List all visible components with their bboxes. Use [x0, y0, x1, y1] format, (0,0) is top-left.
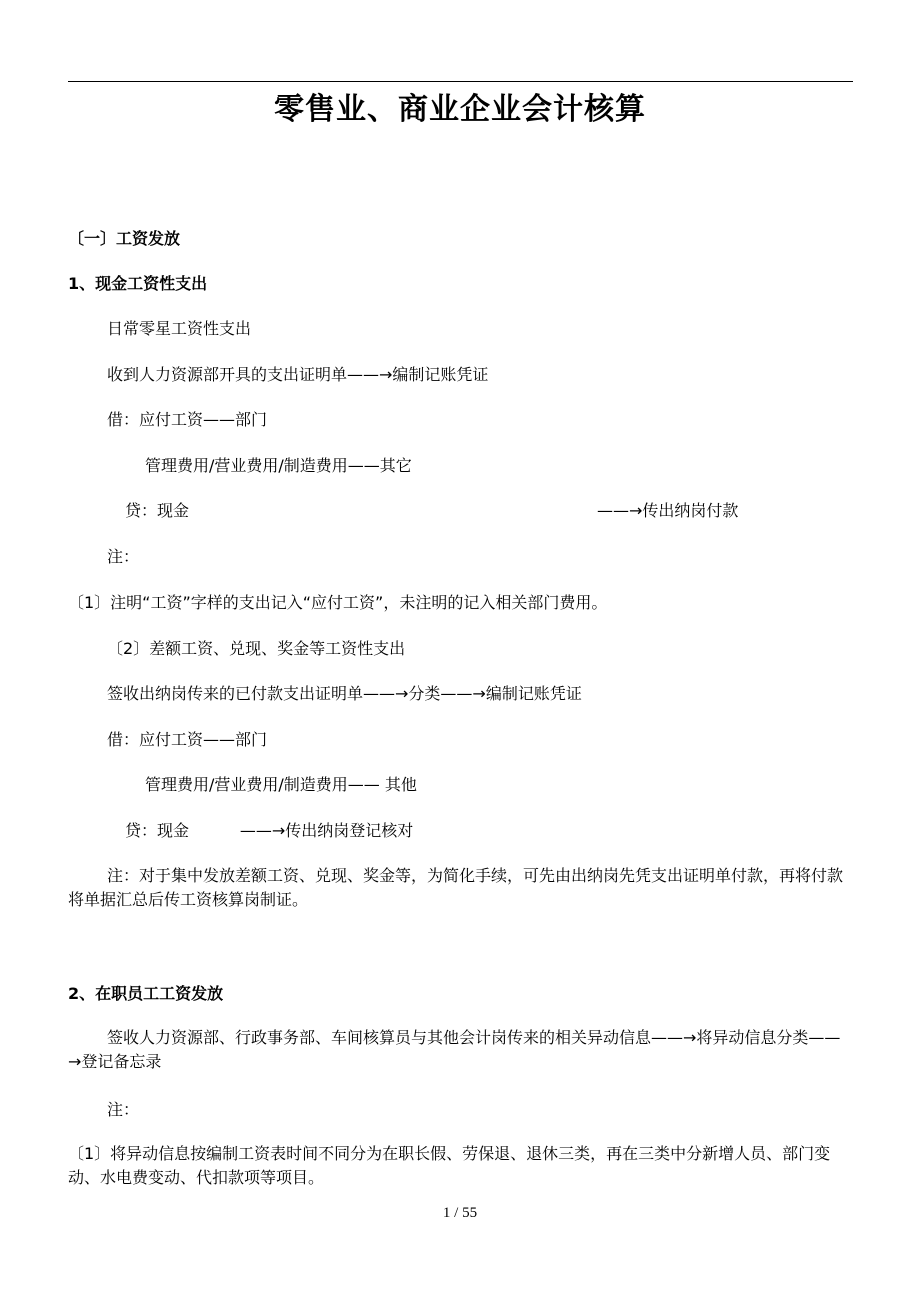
subsection-heading: 2、在职员工工资发放 [68, 984, 224, 1003]
section-heading: 〔一〕工资发放 [68, 229, 181, 248]
note-paragraph: 注：对于集中发放差额工资、兑现、奖金等，为简化手续，可先由出纳岗先凭支出证明单付款，再将付款将单据汇总后传工资核算岗制证。 [68, 866, 844, 909]
paragraph: 收到人力资源部开具的支出证明单——→编制记账凭证 [107, 365, 489, 384]
paragraph: 签收人力资源部、行政事务部、车间核算员与其他会计岗传来的相关异动信息——→将异动信息分类——→登记备忘录 [68, 1028, 841, 1071]
note-item: 〔1〕注明“工资”字样的支出记入“应付工资”，未注明的记入相关部门费用。 [68, 593, 608, 612]
credit-line: 贷：现金 [125, 501, 190, 520]
subsection-heading: 1、现金工资性支出 [68, 274, 208, 293]
credit-arrow-text: ——→传出纳岗付款 [597, 501, 739, 520]
paragraph: 签收出纳岗传来的已付款支出证明单——→分类——→编制记账凭证 [107, 684, 582, 703]
note-item: 〔1〕将异动信息按编制工资表时间不同分为在职长假、劳保退、退休三类，再在三类中分新增人员、部门变动、水电费变动、代扣款项等项目。 [68, 1144, 831, 1187]
note-label: 注： [107, 1100, 140, 1119]
note-item: 〔2〕差额工资、兑现、奖金等工资性支出 [107, 639, 406, 658]
header-rule [68, 81, 853, 82]
document-title: 零售业、商业企业会计核算 [274, 92, 646, 127]
debit-line: 借：应付工资——部门 [107, 410, 268, 429]
debit-line: 管理费用/营业费用/制造费用——其它 [145, 456, 412, 475]
debit-line: 借：应付工资——部门 [107, 730, 268, 749]
credit-line: 贷：现金 ——→传出纳岗登记核对 [125, 821, 414, 840]
paragraph: 日常零星工资性支出 [107, 319, 252, 338]
page-number: 1 / 55 [442, 1205, 478, 1221]
note-label: 注： [107, 547, 140, 566]
debit-line: 管理费用/营业费用/制造费用—— 其他 [145, 775, 417, 794]
